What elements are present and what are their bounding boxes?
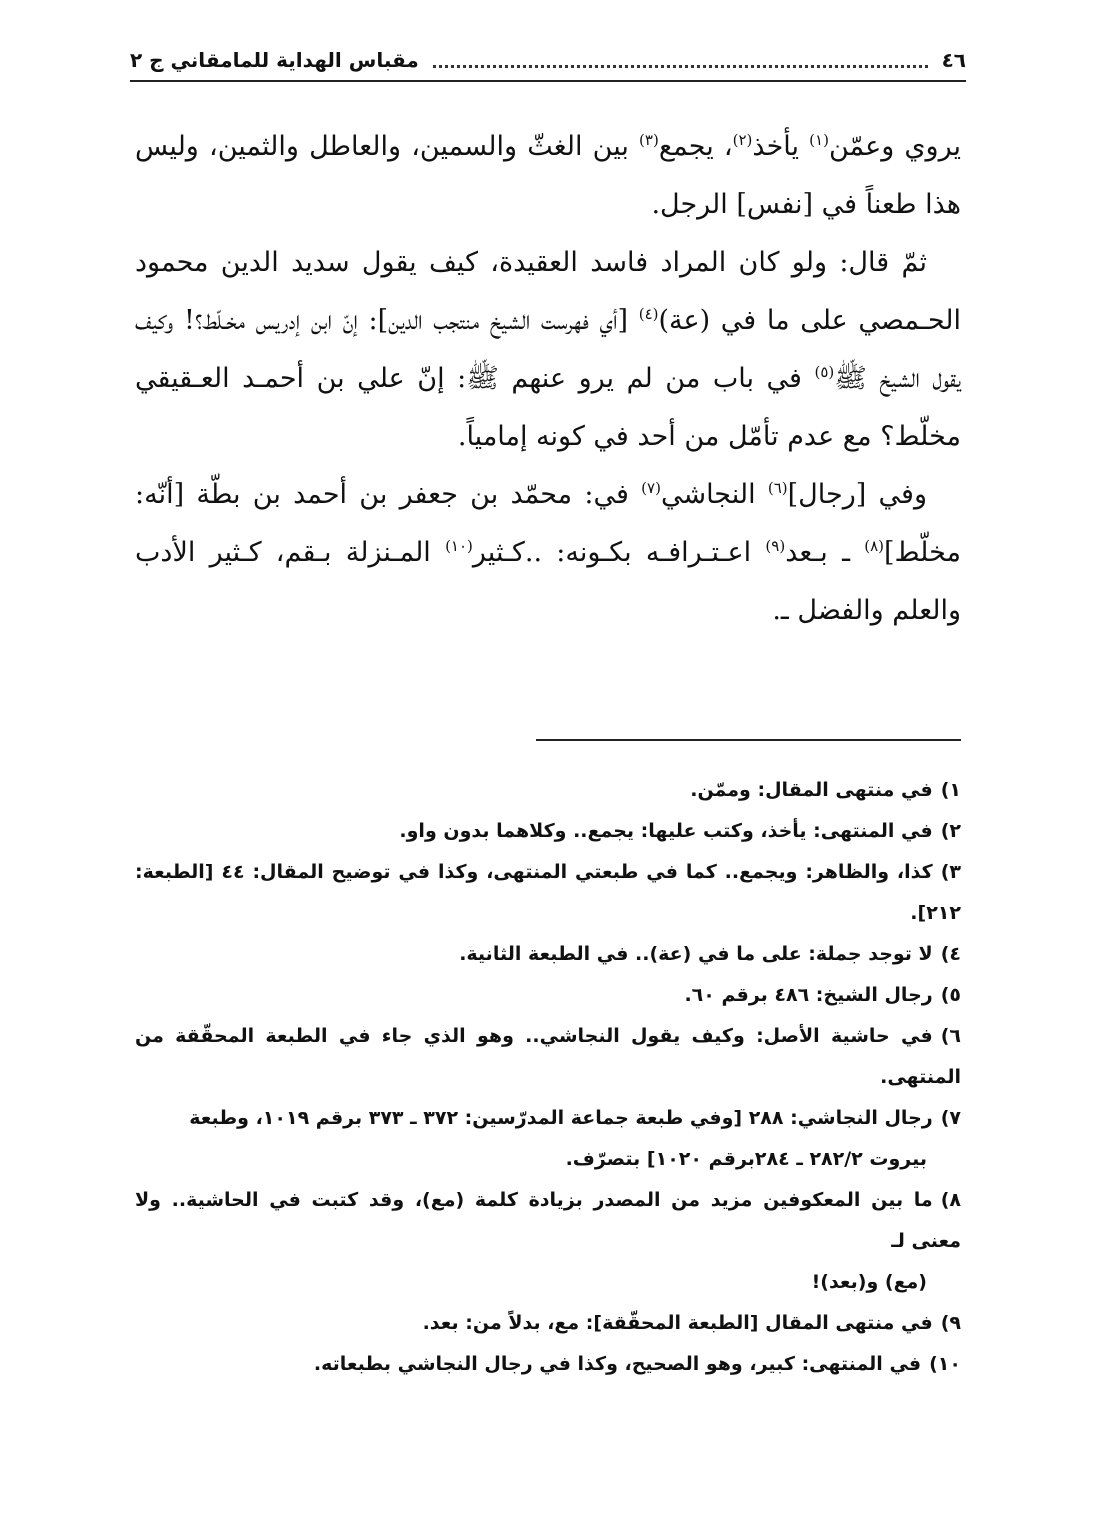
text-run: وفي [رجال] xyxy=(787,479,927,510)
footnote-number: ٦) xyxy=(940,1025,961,1047)
footnote-text: في منتهى المقال [الطبعة المحقّقة]: مع، بدلاً من: بعد. xyxy=(422,1312,933,1334)
footnote-number: ١٠) xyxy=(929,1353,961,1375)
footnote-ref-7: (٧) xyxy=(641,479,661,497)
leader-dots xyxy=(433,53,928,68)
footnote-ref-10: (١٠) xyxy=(445,537,473,555)
book-title: مقباس الهداية للمامقاني ج ٢ xyxy=(130,48,419,72)
footnote-text: في حاشية الأصل: وكيف يقول النجاشي.. وهو الذي جاء في الطبعة المحقّقة من المنتهى. xyxy=(135,1025,961,1088)
footnote-text: لا توجد جملة: على ما في (عة).. في الطبعة الثانية. xyxy=(459,943,933,965)
footnote-text: كذا، والظاهر: ويجمع.. كما في طبعتي المنتهى، وكذا في توضيح المقال: ٤٤ [الطبعة: ٢١٢]. xyxy=(135,861,961,924)
footnote-number: ٢) xyxy=(940,820,961,842)
main-text xyxy=(135,118,961,640)
paragraph-1 xyxy=(135,118,961,234)
footnote-7-continuation xyxy=(135,1139,961,1180)
footnote-ref-8: (٨) xyxy=(864,537,885,555)
text-run: المـنزلة بـقم، كـثير الأدب والعلم والفضل ـ. xyxy=(135,537,961,626)
footnote-number: ٧) xyxy=(940,1107,961,1129)
footnote-9 xyxy=(135,1303,961,1344)
footnote-text: في المنتهى: كبير، وهو الصحيح، وكذا في رجال النجاشي بطبعاته. xyxy=(313,1353,922,1375)
footnote-number: ٥) xyxy=(940,984,961,1006)
text-run: ، يجمع xyxy=(658,131,733,162)
text-run: يأخذ xyxy=(752,131,810,162)
footnote-3 xyxy=(135,852,961,934)
footnote-10 xyxy=(135,1344,961,1385)
footnote-ref-5: (٥) xyxy=(814,363,835,381)
footnote-number: ٤) xyxy=(940,943,961,965)
footnote-text: رجال الشيخ: ٤٨٦ برقم ٦٠. xyxy=(684,984,933,1006)
paragraph-3 xyxy=(135,466,961,640)
text-run: ـ بـعد xyxy=(785,537,865,568)
footnote-number: ١) xyxy=(940,779,961,801)
footnote-ref-3: (٣) xyxy=(639,131,659,149)
footnote-2 xyxy=(135,811,961,852)
footnotes-list xyxy=(135,770,961,1385)
footnote-text: بيروت ٢٨٢/٢ ـ ٢٨٤برقم ١٠٢٠] بتصرّف. xyxy=(565,1148,927,1170)
text-run: في باب من لم يرو عنهم ﷺ: إنّ علي بن أحمـد العـقيقي مخلّط؟ مع عدم تأمّل من أحد في كونه إمامياً. xyxy=(135,363,961,452)
footnote-4 xyxy=(135,934,961,975)
text-run: [أي فهرست الشيخ منتجب الدين]: إنّ ابن إدريس مخـلّط؟! وكيف يقول الشيخ ﷺ xyxy=(135,305,962,394)
footnote-text: ما بين المعكوفين مزيد من المصدر بزيادة كلمة (مع)، وقد كتبت في الحاشية.. ولا معنى لـ xyxy=(135,1189,961,1252)
footnote-ref-9: (٩) xyxy=(765,537,786,555)
footnote-ref-2: (٢) xyxy=(732,131,753,149)
footnote-5 xyxy=(135,975,961,1016)
text-run: في: محمّد بن جعفر بن أحمد بن بطّة [أنّه: مخلّط] xyxy=(135,479,962,568)
footnote-number: ٩) xyxy=(940,1312,961,1334)
footnote-8-continuation xyxy=(135,1262,961,1303)
footnote-8 xyxy=(135,1180,961,1262)
paragraph-2 xyxy=(135,234,961,466)
footnote-7 xyxy=(135,1098,961,1139)
footnote-text: في منتهى المقال: وممّن. xyxy=(690,779,933,801)
footnote-6 xyxy=(135,1016,961,1098)
footnote-text: (مع) و(بعد)! xyxy=(811,1271,927,1293)
running-header xyxy=(130,40,966,82)
text-run: النجاشي xyxy=(660,479,768,510)
footnote-ref-1: (١) xyxy=(809,131,829,149)
footnote-separator xyxy=(536,739,961,741)
footnote-text: رجال النجاشي: ٢٨٨ [وفي طبعة جماعة المدرّسين: ٣٧٢ ـ ٣٧٣ برقم ١٠١٩، وطبعة xyxy=(189,1107,933,1129)
footnote-number: ٨) xyxy=(940,1189,961,1211)
page-number: ٤٦ xyxy=(941,48,966,72)
footnote-ref-6: (٦) xyxy=(767,479,788,497)
footnote-text: في المنتهى: يأخذ، وكتب عليها: يجمع.. وكلاهما بدون واو. xyxy=(399,820,933,842)
text-run: بين الغثّ والسمين، والعاطل والثمين، وليس هذا طعناً في [نفس] الرجل. xyxy=(135,131,961,220)
footnote-ref-4: (٤) xyxy=(638,305,659,323)
text-run: اعـتـرافـه بكـونه: ..كـثير xyxy=(472,537,766,568)
text-run: ثمّ قال: ولو كان المراد فاسد العقيدة، كيف يقول سديد الدين محمود الحـمصي على ما في (عة) xyxy=(135,247,961,336)
footnote-number: ٣) xyxy=(940,861,961,883)
text-run: يروي وعمّن xyxy=(828,131,961,162)
footnote-1 xyxy=(135,770,961,811)
